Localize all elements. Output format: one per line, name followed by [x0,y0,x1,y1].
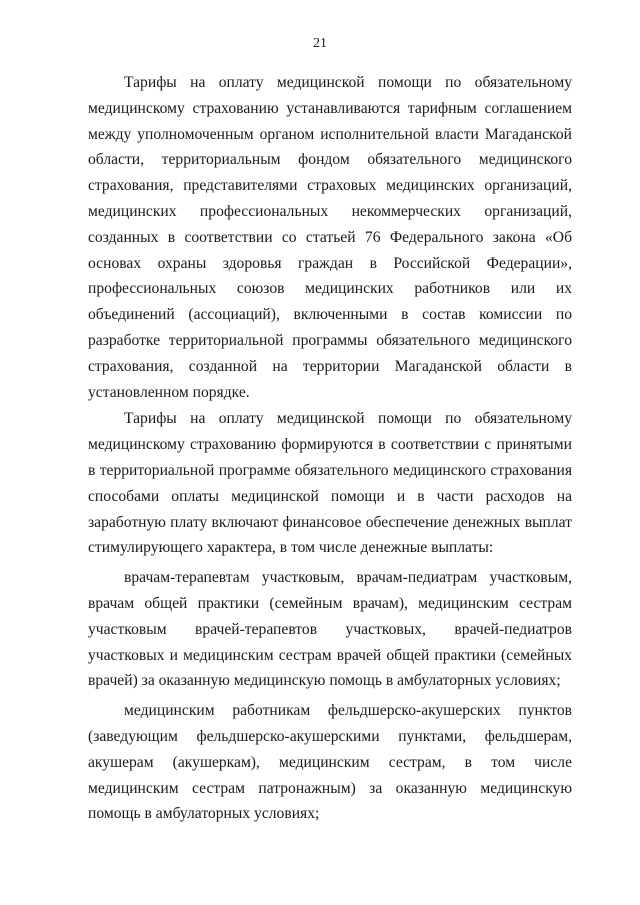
paragraph-tariff-agreement: Тарифы на оплату медицинской помощи по обязательному медицинскому страхованию устанавливаются тарифным соглашением между уполномоченным органом исполнительной власти Магаданской области, территориальным фондом обязательного медицинского страхования, представителями страховых медицинских организаций, медицинских профессиональных некоммерческих организаций, созданных в соответствии со статьей 76 Федерального закона «Об основах охраны здоровья граждан в Российской Федерации», профессиональных союзов медицинских работников или их объединений (ассоциаций), включенными в состав комиссии по разработке территориальной программы обязательного медицинского страхования, созданной на территории Магаданской области в установленном порядке. [88,74,572,401]
document-body [88,70,572,828]
paragraph-tariff-formation: Тарифы на оплату медицинской помощи по обязательному медицинскому страхованию формируются в соответствии с принятыми в территориальной программе обязательного медицинского страхования способами оплаты медицинской помощи и в части расходов на заработную плату включают финансовое обеспечение денежных выплат стимулирующего характера, в том числе денежные выплаты: [88,410,572,557]
paragraph-feldsher-staff: медицинским работникам фельдшерско-акушерских пунктов (заведующим фельдшерско-акушерскими пунктами, фельдшерам, акушерам (акушеркам), медицинским сестрам, в том числе медицинским сестрам патронажным) за оказанную медицинскую помощь в амбулаторных условиях; [88,702,572,823]
page-number: 21 [313,36,327,51]
paragraph-district-doctors: врачам-терапевтам участковым, врачам-педиатрам участковым, врачам общей практики (семейным врачам), медицинским сестрам участковым врачей-терапевтов участковых, врачей-педиатров участковых и медицинским сестрам врачей общей практики (семейных врачей) за оказанную медицинскую помощь в амбулаторных условиях; [88,569,572,690]
